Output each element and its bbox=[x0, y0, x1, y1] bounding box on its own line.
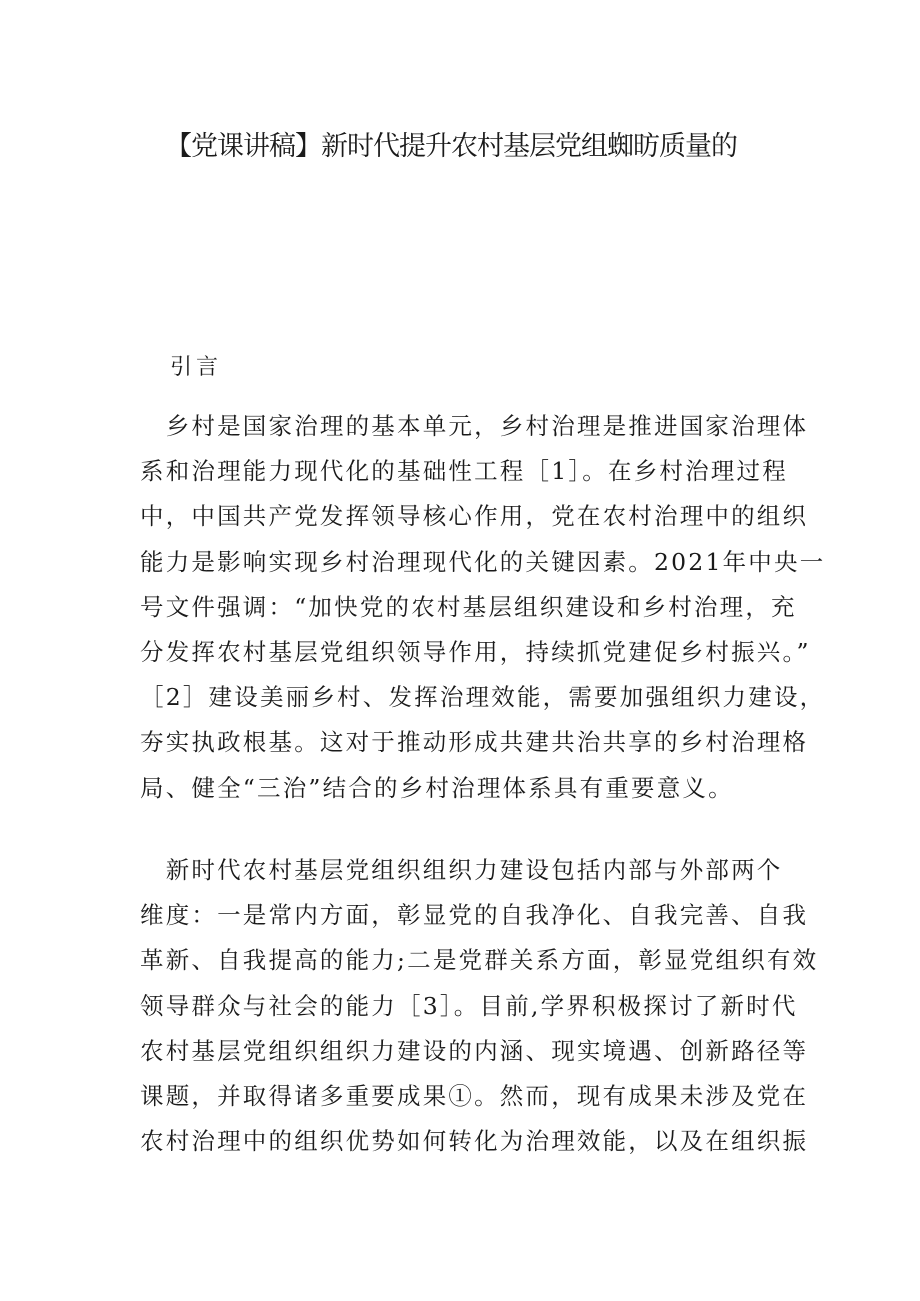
paragraph-line: 乡村是国家治理的基本单元，乡村治理是推进国家治理体 bbox=[140, 412, 809, 440]
paragraph-line: 号文件强调：“加快党的农村基层组织建设和乡村治理，充 bbox=[140, 592, 797, 621]
section-heading: 引言 bbox=[170, 355, 223, 380]
paragraph-line: 中，中国共产党发挥领导核心作用，党在农村治理中的组织 bbox=[140, 502, 809, 531]
document-title: 【党课讲稿】新时代提升农村基层党组蜘昉质量的 bbox=[165, 131, 737, 162]
paragraph-line: 维度：一是常内方面，彰显党的自我净化、自我完善、自我 bbox=[140, 901, 809, 930]
paragraph-line: 新时代农村基层党组织组织力建设包括内部与外部两个 bbox=[140, 856, 783, 884]
paragraph-line: 分发挥农村基层党组织领导作用，持续抓党建促乡村振兴。” bbox=[140, 637, 811, 666]
paragraph-line: 农村基层党组织组织力建设的内涵、现实境遇、创新路径等 bbox=[140, 1036, 809, 1065]
paragraph-1 bbox=[140, 404, 826, 811]
paragraph-line: 农村治理中的组织优势如何转化为治理效能，以及在组织振 bbox=[140, 1127, 809, 1156]
paragraph-line: 能力是影响实现乡村治理现代化的关键因素。2021年中央一 bbox=[140, 547, 826, 576]
paragraph-line: 局、健全“三治”结合的乡村治理体系具有重要意义。 bbox=[140, 773, 734, 802]
paragraph-line: 夯实执政根基。这对于推动形成共建共治共享的乡村治理格 bbox=[140, 728, 809, 757]
paragraph-line: ［2］建设美丽乡村、发挥治理效能，需要加强组织力建设， bbox=[140, 683, 826, 712]
paragraph-line: 领导群众与社会的能力［3］。目前,学界积极探讨了新时代 bbox=[140, 991, 798, 1020]
paragraph-line: 系和治理能力现代化的基础性工程［1］。在乡村治理过程 bbox=[140, 457, 788, 486]
paragraph-line: 革新、自我提高的能力;二是党群关系方面，彰显党组织有效 bbox=[140, 946, 819, 975]
paragraph-line: 课题，并取得诸多重要成果①。然而，现有成果未涉及党在 bbox=[140, 1081, 809, 1110]
paragraph-2 bbox=[140, 848, 819, 1164]
